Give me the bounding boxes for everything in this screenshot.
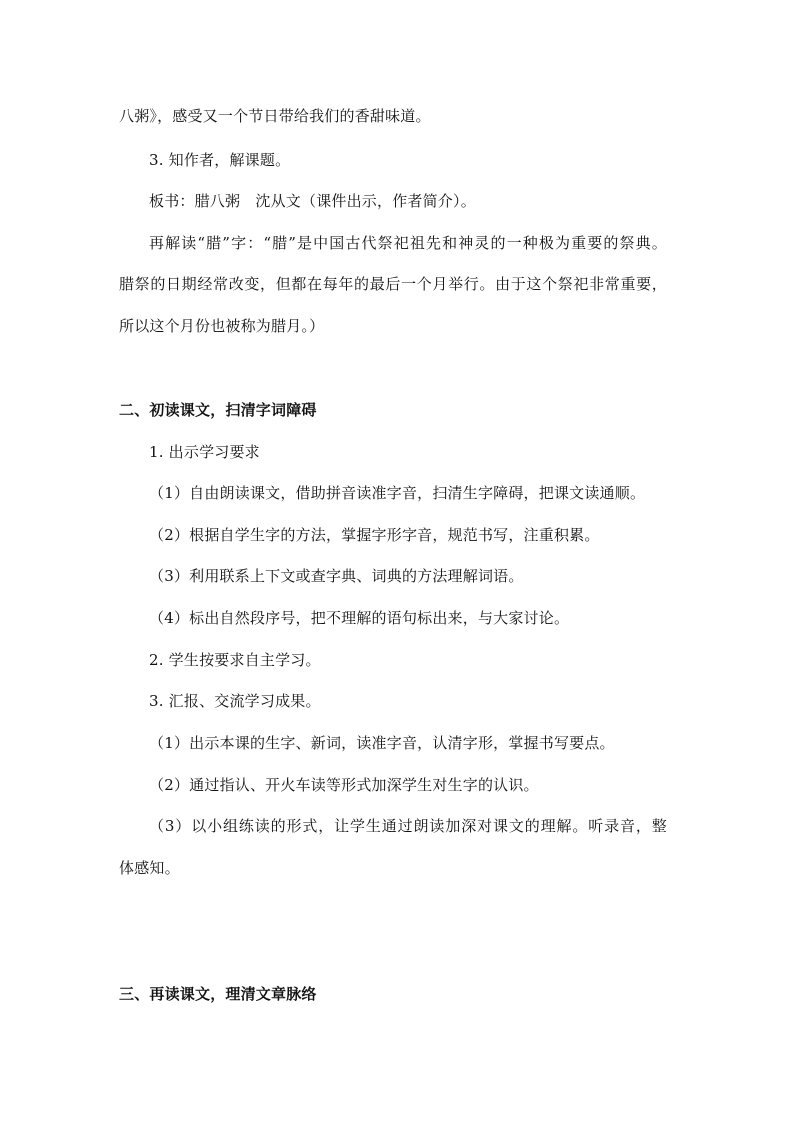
requirement-3: （3）利用联系上下文或查字典、词典的方法理解词语。: [149, 567, 524, 585]
report-step-2: （2）通过指认、开火车读等形式加深学生对生字的认识。: [149, 776, 539, 794]
blackboard-note: 板书：腊八粥 沈从文（课件出示，作者简介）。: [149, 192, 476, 210]
requirement-1: （1）自由朗读课文，借助拼音读准字音，扫清生字障碍，把课文读通顺。: [149, 484, 646, 502]
paragraph-line-intro-end: 八粥》，感受又一个节日带给我们的香甜味道。: [119, 107, 431, 125]
step-know-author: 3. 知作者，解课题。: [149, 151, 291, 169]
item-report-exchange: 3. 汇报、交流学习成果。: [149, 692, 321, 710]
requirement-4: （4）标出自然段序号，把不理解的语句标出来，与大家讨论。: [149, 609, 570, 627]
report-step-3-continued: 体感知。: [119, 859, 180, 877]
report-step-1: （1）出示本课的生字、新词，读准字音，认清字形，掌握书写要点。: [149, 734, 615, 752]
item-learning-requirements: 1. 出示学习要求: [149, 443, 260, 461]
item-self-study: 2. 学生按要求自主学习。: [149, 651, 321, 669]
section-heading-2: 二、初读课文，扫清字词障碍: [119, 401, 317, 419]
explanation-line-1: 再解读“腊”字：“腊”是中国古代祭祀祖先和神灵的一种极为重要的祭典。: [149, 234, 667, 252]
explanation-line-2: 腊祭的日期经常改变，但都在每年的最后一个月举行。由于这个祭祀非常重要，: [119, 275, 667, 293]
requirement-2: （2）根据自学生字的方法，掌握字形字音，规范书写，注重积累。: [149, 526, 600, 544]
section-heading-3: 三、再读课文，理清文章脉络: [119, 985, 317, 1003]
report-step-3: （3）以小组练读的形式，让学生通过朗读加深对课文的理解。听录音，整: [149, 817, 667, 835]
explanation-line-3: 所以这个月份也被称为腊月。）: [119, 317, 325, 335]
